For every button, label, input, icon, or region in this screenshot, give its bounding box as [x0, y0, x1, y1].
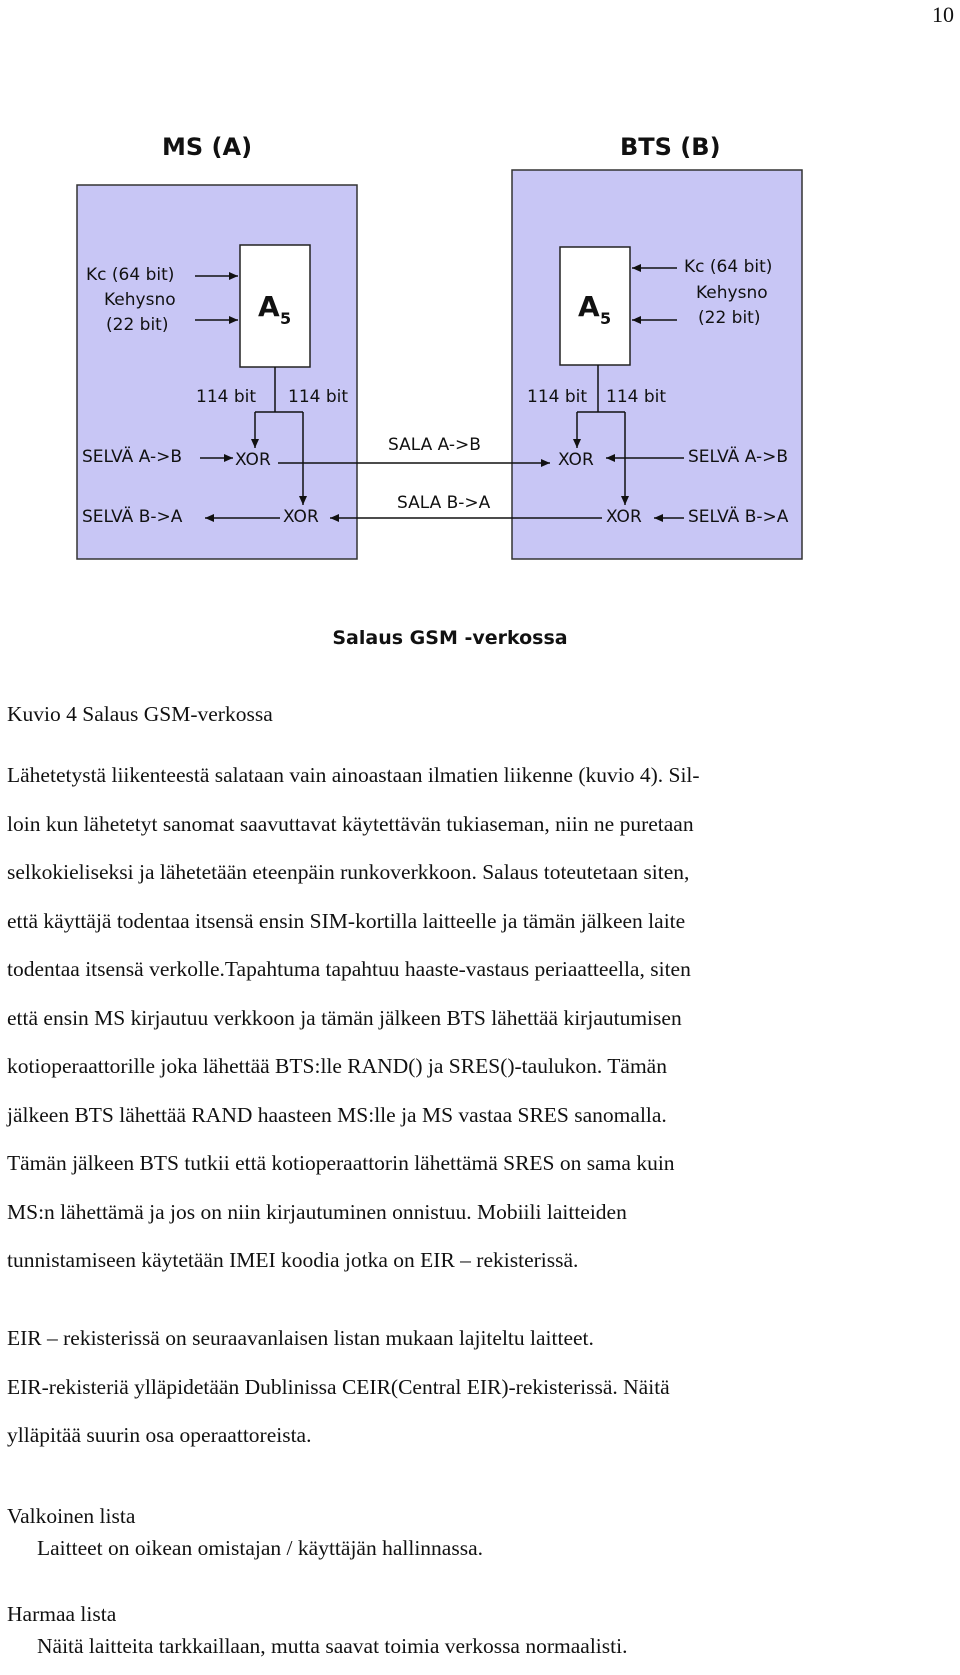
ms-xor-top: XOR — [235, 450, 271, 470]
ms-kc-label: Kc (64 bit) — [86, 265, 175, 285]
eir-paragraph — [7, 1314, 907, 1460]
ms-a5-label: A — [258, 290, 280, 323]
figure-caption-block — [7, 698, 907, 730]
paragraph-line: MS:n lähettämä ja jos on niin kirjautuminen onnistuu. Mobiili laitteiden — [7, 1199, 627, 1224]
bts-frame-label: Kehysno — [696, 283, 768, 303]
paragraph-line: tunnistamiseen käytetään IMEI koodia jotka on EIR – rekisterissä. — [7, 1248, 579, 1272]
paragraph-line: jälkeen BTS lähettää RAND haasteen MS:lle ja MS vastaa SRES sanomalla. — [7, 1102, 667, 1127]
bts-stream-bits-1: 114 bit — [527, 387, 588, 407]
ms-xor-bottom: XOR — [283, 507, 319, 527]
ms-title: MS (A) — [162, 133, 253, 161]
white-list-title: Valkoinen lista — [7, 1504, 136, 1528]
bts-plain-a-to-b: SELVÄ A->B — [688, 447, 789, 467]
ms-frame-bits: (22 bit) — [106, 315, 169, 335]
paragraph-line: todentaa itsensä verkolle.Tapahtuma tapahtuu haaste-vastaus periaatteella, siten — [7, 957, 691, 981]
ms-stream-bits-2: 114 bit — [288, 387, 349, 407]
ms-plain-a-to-b: SELVÄ A->B — [82, 447, 183, 467]
figure-caption: Kuvio 4 Salaus GSM-verkossa — [7, 702, 273, 726]
figure-title: Salaus GSM -verkossa — [332, 627, 568, 649]
paragraph-line: että ensin MS kirjautuu verkkoon ja tämän jälkeen BTS lähettää kirjautumisen — [7, 1005, 682, 1030]
paragraph-line: Tämän jälkeen BTS tutkii että kotioperaattorin lähettämä SRES on sama kuin — [7, 1151, 675, 1175]
white-list-section — [7, 1500, 907, 1564]
bts-frame-bits: (22 bit) — [698, 308, 761, 328]
paragraph-line: Lähetetystä liikenteestä salataan vain ainoastaan ilmatien liikenne (kuvio 4). Sil- — [7, 763, 700, 787]
cipher-a-to-b-label: SALA A->B — [388, 435, 481, 455]
white-list-description: Laitteet on oikean omistajan / käyttäjän hallinnassa. — [37, 1536, 483, 1560]
main-paragraph — [7, 751, 907, 1285]
bts-stream-bits-2: 114 bit — [606, 387, 667, 407]
eir-line: EIR-rekisteriä ylläpidetään Dublinissa CEIR(Central EIR)-rekisterissä. Näitä — [7, 1374, 670, 1399]
gray-list-title: Harmaa lista — [7, 1602, 117, 1626]
ms-box — [77, 185, 357, 559]
bts-xor-bottom: XOR — [606, 507, 642, 527]
bts-a5-sub: 5 — [600, 309, 612, 328]
gray-list-description: Näitä laitteita tarkkaillaan, mutta saavat toimia verkossa normaalisti. — [37, 1634, 628, 1658]
gray-list-section — [7, 1598, 907, 1662]
paragraph-line: että käyttäjä todentaa itsensä ensin SIM-kortilla laitteelle ja tämän jälkeen laite — [7, 908, 686, 933]
ms-stream-bits-1: 114 bit — [196, 387, 257, 407]
gsm-encryption-figure — [0, 0, 960, 700]
page-number: 10 — [932, 2, 954, 27]
ms-a5-sub: 5 — [280, 309, 292, 328]
paragraph-line: selkokieliseksi ja lähetetään eteenpäin runkoverkkoon. Salaus toteutetaan siten, — [7, 860, 690, 884]
paragraph-line: loin kun lähetetyt sanomat saavuttavat käytettävän tukiaseman, niin ne puretaan — [7, 811, 694, 836]
cipher-b-to-a-label: SALA B->A — [397, 493, 491, 513]
bts-kc-label: Kc (64 bit) — [684, 257, 773, 277]
eir-line: ylläpitää suurin osa operaattoreista. — [7, 1423, 312, 1447]
bts-box — [512, 170, 802, 559]
ms-plain-b-to-a: SELVÄ B->A — [82, 507, 183, 527]
bts-xor-top: XOR — [558, 450, 594, 470]
paragraph-line: kotioperaattorille joka lähettää BTS:lle RAND() ja SRES()-taulukon. Tämän — [7, 1054, 667, 1078]
bts-a5-label: A — [578, 290, 600, 323]
ms-frame-label: Kehysno — [104, 290, 176, 310]
bts-plain-b-to-a: SELVÄ B->A — [688, 507, 789, 527]
eir-line: EIR – rekisterissä on seuraavanlaisen listan mukaan lajiteltu laitteet. — [7, 1326, 594, 1350]
bts-title: BTS (B) — [620, 133, 721, 161]
